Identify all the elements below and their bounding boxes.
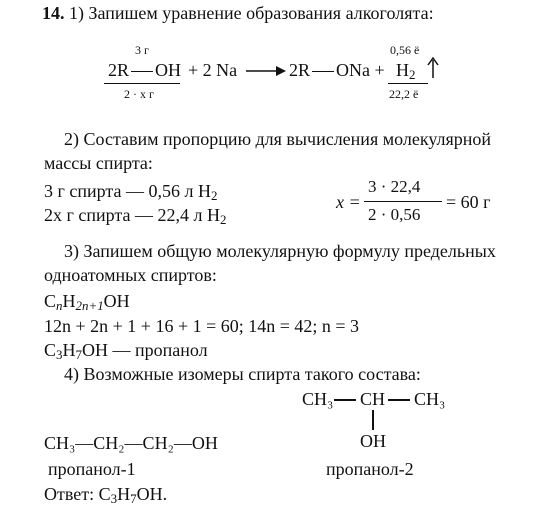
answer-h7: 7 [130,491,137,507]
iso2-oh: OH [360,431,386,451]
reaction-below-left: 2 · x г [124,87,154,101]
mass-equation: 12n + 2n + 1 + 16 + 1 = 60; 14n = 42; n = 3 [44,316,360,336]
h2-sub: 2 [409,67,416,83]
fraction-numerator: 3 · 22,4 [368,177,421,196]
proportion-row-2-text: 2x г спирта — 22,4 л H [44,205,220,225]
reaction-arrow-icon [246,64,286,78]
problem-header [42,4,434,22]
bond-line [131,71,153,72]
proportion-row-2 [44,205,227,228]
reaction-underline-left [104,83,180,84]
answer-oh: OH. [136,484,168,504]
fraction-bar [364,201,442,202]
iso1-name: пропанол-1 [48,459,136,479]
reaction-above-right: 0,56 ё [390,43,420,57]
iso2-bond-left [334,399,356,401]
gf-2n1: 2n+1 [75,298,104,314]
product-ona: ONa + [336,60,385,80]
reactant-alcohol [108,61,181,79]
reactant-coef: 2R [108,60,130,80]
proportion-row-2-sub: 2 [219,212,227,228]
iso2-bond-right [388,399,410,401]
problem-number: 14. [42,3,65,23]
pf-rest: OH — пропанол [81,340,208,360]
answer-c3: 3 [110,491,118,507]
product-alkoxide [289,61,385,79]
gf-n: n [56,298,63,314]
reactant-sodium: + 2 Na [188,60,238,80]
iso2-bond-vertical [372,410,374,430]
gf-c: C [44,291,57,311]
product-hydrogen [396,60,416,83]
step-1-text: 1) Запишем уравнение образования алкоголята: [69,3,434,23]
product-coef: 2R [289,60,311,80]
pf-7: 7 [75,347,82,363]
step-3-line-2: одноатомных спиртов: [44,265,217,285]
bond-line [312,71,334,72]
proportion-row-1 [44,181,218,204]
answer-h: H [117,484,131,504]
iso2-ch: CH [360,389,386,409]
general-formula [44,291,130,314]
pf-h: H [62,340,76,360]
reaction-below-right: 22,2 ё [389,87,419,101]
propanol-formula [44,340,208,363]
gas-up-arrow-icon [426,56,440,78]
answer-label: Ответ: C [44,484,111,504]
gf-oh: OH [103,291,130,311]
proportion-row-1-sub: 2 [210,188,218,204]
step-2-line-2: массы спирта: [44,153,153,173]
iso2-right-ch3: CH₃ [414,389,446,409]
gf-h: H [62,291,76,311]
iso2-name: пропанол-2 [326,459,414,479]
reaction-above-left: 3 г [135,43,149,57]
iso2-left-ch3: CH₃ [302,389,334,409]
step-4-line: 4) Возможные изомеры спирта такого состава: [64,364,421,384]
fraction-denominator: 2 · 0,56 [368,205,421,224]
proportion-row-1-text: 3 г спирта — 0,56 л H [44,181,211,201]
h2-base: H [396,60,409,80]
fraction-result: = 60 г [446,192,491,212]
reaction-underline-right [388,83,428,84]
x-equals: x = [336,192,361,212]
answer-line [44,484,168,507]
step-2-line-1: 2) Составим пропорцию для вычисления молекулярной [64,129,492,149]
step-3-line-1: 3) Запишем общую молекулярную формулу предельных [64,241,496,261]
reactant-oh: OH [155,60,182,80]
pf-c: C [44,340,57,360]
isomer-propanol-1: CH₃—CH₂—CH₂—OH [44,433,218,453]
pf-3: 3 [56,347,63,363]
